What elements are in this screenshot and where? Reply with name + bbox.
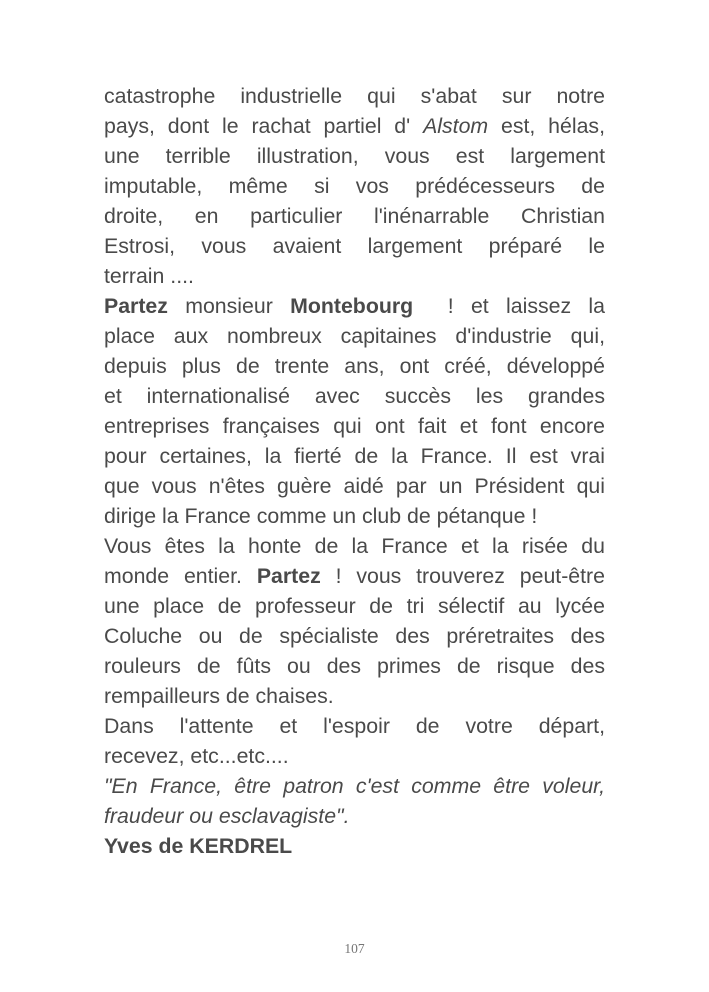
text-run: "En France, être patron c'est comme être voleur,	[104, 774, 605, 798]
text-run: entreprises françaises qui ont fait et font encore	[104, 414, 605, 438]
text-line	[104, 441, 605, 471]
text-line	[104, 531, 605, 561]
text-run: fraudeur ou esclavagiste".	[104, 804, 350, 828]
text-run: et internationalisé avec succès les grandes	[104, 384, 605, 408]
text-run: que vous n'êtes guère aidé par un Président qui	[104, 474, 605, 498]
text-run: ! et laissez la	[413, 294, 605, 318]
text-run: dirige la France comme un club de pétanque !	[104, 504, 538, 528]
text-run: catastrophe industrielle qui s'abat sur notre	[104, 84, 605, 108]
paragraph	[104, 81, 605, 291]
text-line	[104, 111, 605, 141]
text-line	[104, 711, 605, 741]
text-line	[104, 651, 605, 681]
text-run: Partez	[104, 294, 168, 318]
text-run: Vous êtes la honte de la France et la risée du	[104, 534, 605, 558]
text-line	[104, 831, 605, 861]
text-line	[104, 801, 605, 831]
text-line	[104, 771, 605, 801]
text-run: une terrible illustration, vous est largement	[104, 144, 605, 168]
text-line	[104, 201, 605, 231]
page-number: 107	[344, 941, 365, 956]
text-run: Partez	[256, 564, 321, 588]
text-run: depuis plus de trente ans, ont créé, développé	[104, 354, 605, 378]
text-run: recevez, etc...etc....	[104, 744, 289, 768]
text-line	[104, 231, 605, 261]
text-run: Estrosi, vous avaient largement préparé le	[104, 234, 605, 258]
text-run: droite, en particulier l'inénarrable Christian	[104, 204, 605, 228]
text-line	[104, 351, 605, 381]
paragraph	[104, 771, 605, 831]
paragraph	[104, 831, 605, 861]
text-run: Dans l'attente et l'espoir de votre départ,	[104, 714, 605, 738]
text-line	[104, 561, 605, 591]
text-run: une place de professeur de tri sélectif au lycée	[104, 594, 605, 618]
text-run: ! vous trouverez peut-être	[320, 564, 605, 588]
text-run: Montebourg	[290, 294, 414, 318]
paragraph	[104, 291, 605, 531]
text-run: place aux nombreux capitaines d'industrie qui,	[104, 324, 605, 348]
text-run: Yves de KERDREL	[104, 834, 293, 858]
text-run: monsieur	[167, 294, 291, 318]
text-run: rempailleurs de chaises.	[104, 684, 334, 708]
paragraph	[104, 711, 605, 771]
text-line	[104, 141, 605, 171]
text-run: Alstom	[423, 114, 489, 138]
text-line	[104, 621, 605, 651]
page-text	[104, 81, 605, 861]
text-line	[104, 741, 605, 771]
text-line	[104, 501, 605, 531]
text-line	[104, 381, 605, 411]
text-line	[104, 681, 605, 711]
text-line	[104, 321, 605, 351]
text-run: est, hélas,	[488, 114, 605, 138]
text-run: Coluche ou de spécialiste des préretraites des	[104, 624, 605, 648]
text-line	[104, 411, 605, 441]
text-run: monde entier.	[104, 564, 257, 588]
paragraph	[104, 531, 605, 711]
text-line	[104, 291, 605, 321]
text-run: terrain ....	[104, 264, 194, 288]
text-run: rouleurs de fûts ou des primes de risque des	[104, 654, 605, 678]
text-line	[104, 591, 605, 621]
text-line	[104, 81, 605, 111]
text-line	[104, 471, 605, 501]
text-run: pays, dont le rachat partiel d'	[104, 114, 424, 138]
text-line	[104, 261, 605, 291]
text-line	[104, 171, 605, 201]
text-run: imputable, même si vos prédécesseurs de	[104, 174, 605, 198]
text-run: pour certaines, la fierté de la France. Il est vrai	[104, 444, 605, 468]
